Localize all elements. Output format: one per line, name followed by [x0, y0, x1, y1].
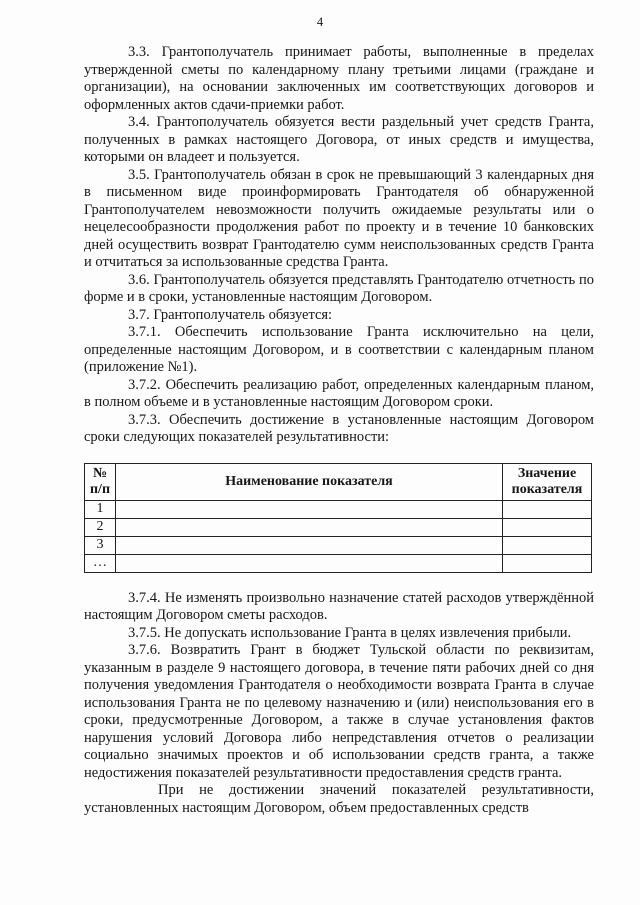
- closing-paragraph: При не достижении значений показателей результативности, установленных настоящим Договором, объем предоставленных средств: [84, 782, 594, 816]
- row-number-cell: 2: [85, 518, 116, 536]
- clause-3-7-1: 3.7.1. Обеспечить использование Гранта исключительно на цели, определенные настоящим Договором, и в соответствии с календарным планом (приложение №1).: [84, 324, 594, 375]
- indicator-value-cell: [503, 536, 592, 554]
- row-number-cell: 3: [85, 536, 116, 554]
- table-row: [85, 536, 592, 554]
- clause-3-5: 3.5. Грантополучатель обязан в срок не превышающий 3 календарных дня в письменном виде проинформировать Грантодателя об обнаруженной Грантополучателем невозможности получить ожидаемые результаты или о нецелесообразности продолжения работ по проекту и в течение 10 банковских дней осуществить возврат Грантодателю сумм неиспользованных средств Гранта и отчитаться за использованные средства Гранта.: [84, 166, 594, 270]
- indicator-value-cell: [503, 500, 592, 518]
- clause-3-7: 3.7. Грантополучатель обязуется:: [128, 306, 333, 323]
- clause-3-7-6: 3.7.6. Возвратить Грант в бюджет Тульской области по реквизитам, указанным в разделе 9 настоящего договора, в течение пяти рабочих дней со дня получения уведомления Грантодателя о необходимости возврата Гранта в случае использования Гранта не по целевому назначению и (или) неиспользования его в сроки, предусмотренные Договором, а также в случае установления фактов нарушения условий Договора либо непредставления отчетов о реализации социально значимых проектов и об использовании средств гранта, а также недостижения показателей результативности предоставления средств гранта.: [84, 642, 594, 781]
- row-number-cell: …: [85, 554, 116, 572]
- indicator-name-cell: [116, 518, 503, 536]
- header-indicator-name: Наименование показателя: [116, 463, 503, 500]
- indicator-name-cell: [116, 536, 503, 554]
- page-number: 4: [316, 15, 324, 29]
- clause-3-6: 3.6. Грантополучатель обязуется представлять Грантодателю отчетность по форме и в сроки, установленные настоящим Договором.: [84, 271, 594, 305]
- clause-3-7-4: 3.7.4. Не изменять произвольно назначение статей расходов утверждённой настоящим Договором сметы расходов.: [84, 589, 594, 623]
- clause-3-7-5: 3.7.5. Не допускать использование Гранта в целях извлечения прибыли.: [128, 624, 572, 641]
- indicators-table: [84, 463, 592, 573]
- indicator-name-cell: [116, 554, 503, 572]
- clause-3-4: 3.4. Грантополучатель обязуется вести раздельный учет средств Гранта, полученных в рамках настоящего Договора, от иных средств и имущества, которыми он владеет и пользуется.: [84, 114, 594, 165]
- clause-3-3: 3.3. Грантополучатель принимает работы, выполненные в пределах утвержденной сметы по календарному плану третьими лицами (граждане и организации), на основании заключенных им соответствующих договоров и оформленных актов сдачи-приемки работ.: [84, 44, 594, 113]
- indicator-value-cell: [503, 518, 592, 536]
- table-row: [85, 554, 592, 572]
- table-header-row: [85, 463, 592, 500]
- clause-3-7-2: 3.7.2. Обеспечить реализацию работ, определенных календарным планом, в полном объеме и в установленные настоящим Договором сроки.: [84, 376, 594, 410]
- header-indicator-value: Значение показателя: [503, 463, 592, 500]
- table-row: [85, 500, 592, 518]
- document-body: [84, 44, 594, 817]
- header-number: № п/п: [85, 463, 116, 500]
- table-row: [85, 518, 592, 536]
- indicator-name-cell: [116, 500, 503, 518]
- clause-3-7-3: 3.7.3. Обеспечить достижение в установленные настоящим Договором сроки следующих показателей результативности:: [84, 411, 594, 445]
- row-number-cell: 1: [85, 500, 116, 518]
- indicator-value-cell: [503, 554, 592, 572]
